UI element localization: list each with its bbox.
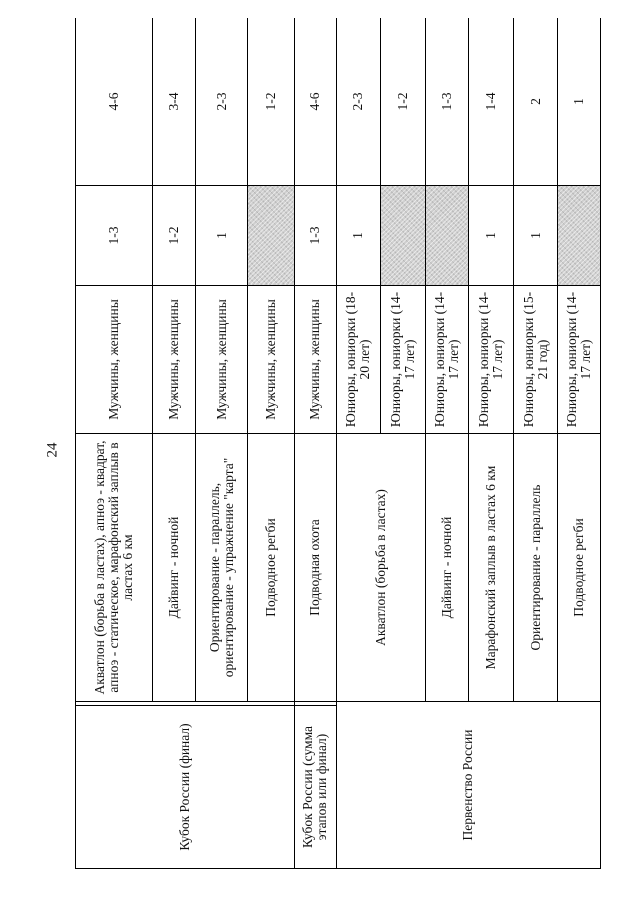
places-cell: 1 <box>468 186 514 286</box>
places-cell: 1 <box>336 186 380 286</box>
discipline-cell: Акватлон (борьба в ластах) <box>336 434 425 702</box>
participants-cell: Юниоры, юниорки (18-20 лет) <box>336 286 380 434</box>
discipline-cell: Дайвинг - ночной <box>425 434 468 702</box>
discipline-cell: Акватлон (борьба в ластах), апноэ - квадрат, апноэ - статическое, марафонский заплыв в ластах 6 км <box>76 434 153 702</box>
rank-cell: 2-3 <box>196 18 247 186</box>
places-cell-hatched <box>557 186 600 286</box>
category-cell: Кубок России (сумма этапов или финал) <box>294 706 336 869</box>
rank-cell: 2 <box>514 18 557 186</box>
rank-cell: 4-6 <box>76 18 153 186</box>
places-cell-hatched <box>425 186 468 286</box>
narrow-spacer-cell <box>76 702 295 706</box>
discipline-cell: Подводное регби <box>557 434 600 702</box>
places-cell: 1 <box>514 186 557 286</box>
rank-cell: 2-3 <box>336 18 380 186</box>
participants-cell: Мужчины, женщины <box>153 286 196 434</box>
rank-cell: 1 <box>557 18 600 186</box>
places-cell: 1 <box>196 186 247 286</box>
category-cell: Первенство России <box>336 702 600 869</box>
table-row <box>76 18 153 869</box>
rank-cell: 4-6 <box>294 18 336 186</box>
discipline-cell: Дайвинг - ночной <box>153 434 196 702</box>
competition-table <box>75 18 601 869</box>
participants-cell: Мужчины, женщины <box>247 286 294 434</box>
participants-cell: Юниоры, юниорки (14-17 лет) <box>468 286 514 434</box>
places-cell-hatched <box>381 186 425 286</box>
page-number: 24 <box>44 442 61 458</box>
narrow-spacer-cell <box>294 702 336 706</box>
places-cell: 1-3 <box>294 186 336 286</box>
places-cell: 1-2 <box>153 186 196 286</box>
rank-cell: 1-2 <box>247 18 294 186</box>
category-cell: Кубок России (финал) <box>76 706 295 869</box>
discipline-cell: Подводное регби <box>247 434 294 702</box>
participants-cell: Мужчины, женщины <box>76 286 153 434</box>
rank-cell: 1-4 <box>468 18 514 186</box>
participants-cell: Мужчины, женщины <box>294 286 336 434</box>
rotated-table-container <box>75 18 601 869</box>
rank-cell: 1-2 <box>381 18 425 186</box>
participants-cell: Юниоры, юниорки (15-21 год) <box>514 286 557 434</box>
table-row <box>294 18 336 869</box>
places-cell-hatched <box>247 186 294 286</box>
discipline-cell: Ориентирование - параллель, ориентирование - упражнение "карта" <box>196 434 247 702</box>
discipline-cell: Подводная охота <box>294 434 336 702</box>
rotated-table <box>75 18 601 869</box>
rank-cell: 3-4 <box>153 18 196 186</box>
discipline-cell: Марафонский заплыв в ластах 6 км <box>468 434 514 702</box>
places-cell: 1-3 <box>76 186 153 286</box>
table-row <box>336 18 380 869</box>
participants-cell: Юниоры, юниорки (14-17 лет) <box>425 286 468 434</box>
participants-cell: Юниоры, юниорки (14-17 лет) <box>381 286 425 434</box>
participants-cell: Юниоры, юниорки (14-17 лет) <box>557 286 600 434</box>
participants-cell: Мужчины, женщины <box>196 286 247 434</box>
discipline-cell: Ориентирование - параллель <box>514 434 557 702</box>
rank-cell: 1-3 <box>425 18 468 186</box>
